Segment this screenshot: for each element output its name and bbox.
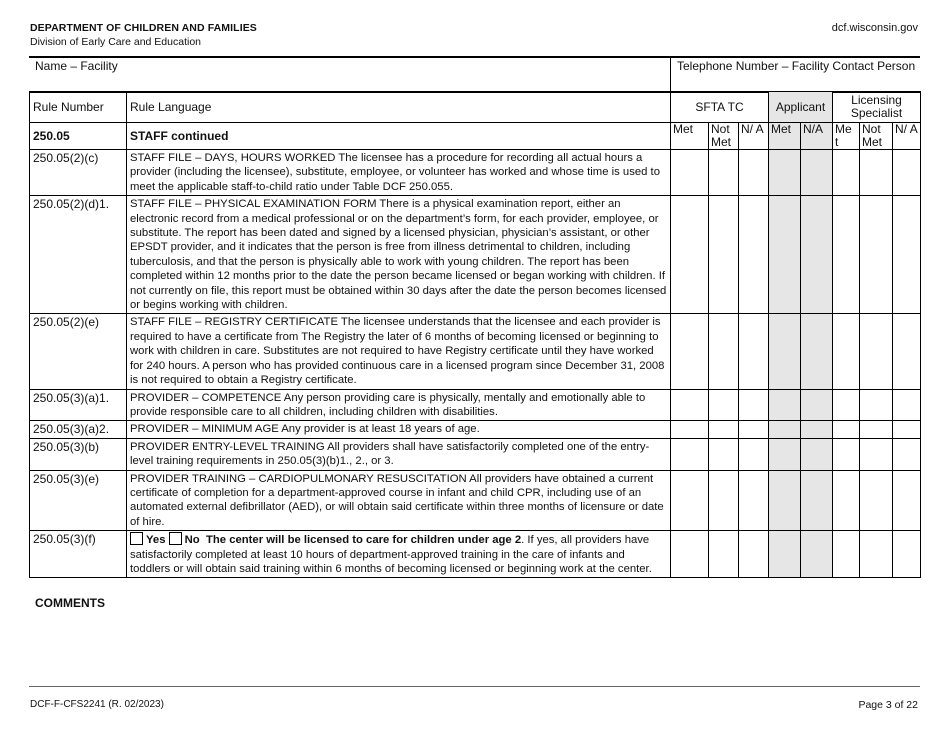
check-cell[interactable] xyxy=(893,196,921,314)
check-cell[interactable] xyxy=(739,470,769,531)
check-cell[interactable] xyxy=(671,421,709,439)
applicant-na-header: N/A xyxy=(801,123,833,150)
check-cell[interactable] xyxy=(833,531,860,578)
facility-name-field[interactable]: Name – Facility xyxy=(35,59,118,73)
check-cell[interactable] xyxy=(739,531,769,578)
rule-text-with-checkboxes xyxy=(127,531,671,578)
rule-language-header: Rule Language xyxy=(127,92,671,123)
check-cell[interactable] xyxy=(801,531,833,578)
section-number: 250.05 xyxy=(33,129,70,143)
check-cell[interactable] xyxy=(769,389,801,421)
rule-text: . If yes, all providers have satisfactorily completed at least 10 hours of department-approved training in the care of infants and toddlers or will obtain said training within 6 months of becoming licensed or beginning work at the center. xyxy=(130,534,652,576)
header-agency xyxy=(30,22,257,48)
check-cell[interactable] xyxy=(709,438,739,470)
website: dcf.wisconsin.gov xyxy=(831,22,918,34)
rules-table xyxy=(29,91,921,578)
check-cell[interactable] xyxy=(709,531,739,578)
footer-divider xyxy=(29,686,920,687)
check-cell[interactable] xyxy=(893,389,921,421)
check-cell[interactable] xyxy=(833,150,860,196)
yes-label: Yes xyxy=(146,534,166,547)
check-cell[interactable] xyxy=(860,150,893,196)
table-row xyxy=(30,389,921,421)
check-cell[interactable] xyxy=(860,531,893,578)
page-number: Page 3 of 22 xyxy=(858,699,918,711)
check-cell[interactable] xyxy=(739,150,769,196)
check-cell[interactable] xyxy=(709,150,739,196)
check-cell[interactable] xyxy=(709,421,739,439)
check-cell[interactable] xyxy=(833,314,860,389)
rule-text: PROVIDER – COMPETENCE Any person providing care is physically, mentally and emotionally able to provide responsible care to all children, including children with disabilities. xyxy=(127,389,671,421)
check-cell[interactable] xyxy=(801,470,833,531)
licensing-specialist-header: Licensing Specialist xyxy=(833,92,921,123)
check-cell[interactable] xyxy=(671,470,709,531)
check-cell[interactable] xyxy=(671,314,709,389)
yes-checkbox[interactable] xyxy=(130,532,143,545)
section-row xyxy=(30,123,921,150)
check-cell[interactable] xyxy=(709,314,739,389)
rule-number: 250.05(3)(e) xyxy=(30,470,127,531)
check-cell[interactable] xyxy=(739,438,769,470)
check-cell[interactable] xyxy=(801,438,833,470)
check-cell[interactable] xyxy=(739,196,769,314)
check-cell[interactable] xyxy=(833,470,860,531)
check-cell[interactable] xyxy=(709,389,739,421)
section-title: STAFF continued xyxy=(130,129,229,143)
table-row xyxy=(30,438,921,470)
check-cell[interactable] xyxy=(860,389,893,421)
check-cell[interactable] xyxy=(860,438,893,470)
sfta-not-met-header: Not Met xyxy=(709,123,739,150)
check-cell[interactable] xyxy=(801,389,833,421)
check-cell[interactable] xyxy=(893,314,921,389)
table-row xyxy=(30,150,921,196)
check-cell[interactable] xyxy=(769,438,801,470)
check-cell[interactable] xyxy=(769,531,801,578)
check-cell[interactable] xyxy=(769,196,801,314)
check-cell[interactable] xyxy=(860,196,893,314)
specialist-na-header: N/ A xyxy=(893,123,921,150)
rule-number: 250.05(3)(a)1. xyxy=(30,389,127,421)
check-cell[interactable] xyxy=(893,438,921,470)
check-cell[interactable] xyxy=(769,421,801,439)
check-cell[interactable] xyxy=(801,150,833,196)
check-cell[interactable] xyxy=(769,150,801,196)
facility-row xyxy=(29,58,920,93)
no-checkbox[interactable] xyxy=(169,532,182,545)
rule-number: 250.05(3)(a)2. xyxy=(30,421,127,439)
check-cell[interactable] xyxy=(739,421,769,439)
check-cell[interactable] xyxy=(860,314,893,389)
rule-number-header: Rule Number xyxy=(30,92,127,123)
check-cell[interactable] xyxy=(893,150,921,196)
sfta-tc-header: SFTA TC xyxy=(671,92,769,123)
check-cell[interactable] xyxy=(833,196,860,314)
table-header-row xyxy=(30,92,921,123)
rule-text: PROVIDER – MINIMUM AGE Any provider is at least 18 years of age. xyxy=(127,421,671,439)
check-cell[interactable] xyxy=(739,314,769,389)
check-cell[interactable] xyxy=(801,421,833,439)
check-cell[interactable] xyxy=(769,314,801,389)
table-row xyxy=(30,421,921,439)
specialist-met-header: Me t xyxy=(833,123,860,150)
form-number: DCF-F-CFS2241 (R. 02/2023) xyxy=(30,699,164,710)
rule-number: 250.05(2)(d)1. xyxy=(30,196,127,314)
table-row xyxy=(30,470,921,531)
check-cell[interactable] xyxy=(709,196,739,314)
applicant-header: Applicant xyxy=(769,92,833,123)
table-row xyxy=(30,196,921,314)
facility-phone-field[interactable]: Telephone Number – Facility Contact Person xyxy=(670,58,915,91)
rule-text: PROVIDER ENTRY-LEVEL TRAINING All providers shall have satisfactorily completed one of the entry-level training requirements in 250.05(3)(b)1., 2., or 3. xyxy=(127,438,671,470)
rule-number: 250.05(3)(f) xyxy=(30,531,127,578)
rule-text: PROVIDER TRAINING – CARDIOPULMONARY RESUSCITATION All providers have obtained a current certificate of completion for a department-approved course in infant and child CPR, including use of an automated external defibrillator (AED), or will obtain said certificate within three months of licensure or date of hire. xyxy=(127,470,671,531)
applicant-met-header: Met xyxy=(769,123,801,150)
rule-text: STAFF FILE – REGISTRY CERTIFICATE The licensee understands that the licensee and each provider is required to have a certificate from The Registry the later of 6 months of becoming licensed or beginning to work with children in care. Substitutes are not required to have Registry certificate until they have worked for 240 hours. A person who has provided continuous care in a licensed program since December 31, 2008 is not required to obtain a Registry certificate. xyxy=(127,314,671,389)
sfta-met-header: Met xyxy=(671,123,709,150)
check-cell[interactable] xyxy=(739,389,769,421)
department-name: DEPARTMENT OF CHILDREN AND FAMILIES xyxy=(30,22,257,34)
check-cell[interactable] xyxy=(769,470,801,531)
check-cell[interactable] xyxy=(709,470,739,531)
comments-label: COMMENTS xyxy=(35,596,105,610)
check-cell[interactable] xyxy=(893,421,921,439)
table-row xyxy=(30,531,921,578)
check-cell[interactable] xyxy=(801,314,833,389)
rule-number: 250.05(3)(b) xyxy=(30,438,127,470)
specialist-not-met-header: Not Met xyxy=(860,123,893,150)
sfta-na-header: N/ A xyxy=(739,123,769,150)
check-cell[interactable] xyxy=(671,389,709,421)
table-row xyxy=(30,314,921,389)
check-cell[interactable] xyxy=(671,196,709,314)
check-cell[interactable] xyxy=(671,531,709,578)
rule-bold-text: The center will be licensed to care for children under age 2 xyxy=(205,534,522,547)
rule-text: STAFF FILE – DAYS, HOURS WORKED The licensee has a procedure for recording all actual hours a provider (including the licensee), substitute, employee, or volunteer has worked and whose time is used to meet the applicable staff-to-child ratio under Table DCF 250.055. xyxy=(127,150,671,196)
rule-number: 250.05(2)(c) xyxy=(30,150,127,196)
check-cell[interactable] xyxy=(833,421,860,439)
check-cell[interactable] xyxy=(860,470,893,531)
check-cell[interactable] xyxy=(833,389,860,421)
check-cell[interactable] xyxy=(893,531,921,578)
no-label: No xyxy=(184,534,200,547)
check-cell[interactable] xyxy=(671,150,709,196)
check-cell[interactable] xyxy=(801,196,833,314)
check-cell[interactable] xyxy=(860,421,893,439)
check-cell[interactable] xyxy=(671,438,709,470)
check-cell[interactable] xyxy=(893,470,921,531)
rule-number: 250.05(2)(e) xyxy=(30,314,127,389)
rule-text: STAFF FILE – PHYSICAL EXAMINATION FORM There is a physical examination report, either an electronic record from a medical professional or on the department’s form, for each provider, employee, or substitute. The report has been dated and signed by a licensed physician, physician’s assistant, or other EPSDT provider, and it indicates that the person is free from illness detrimental to children, including tuberculosis, and that the person is physically able to work with young children. The report has been completed within 12 months prior to the date the person became licensed or began working with children. If not currently on file, this report must be obtained within 30 days after the date the person becomes licensed or begins working with children. xyxy=(127,196,671,314)
check-cell[interactable] xyxy=(833,438,860,470)
division-name: Division of Early Care and Education xyxy=(30,36,202,48)
